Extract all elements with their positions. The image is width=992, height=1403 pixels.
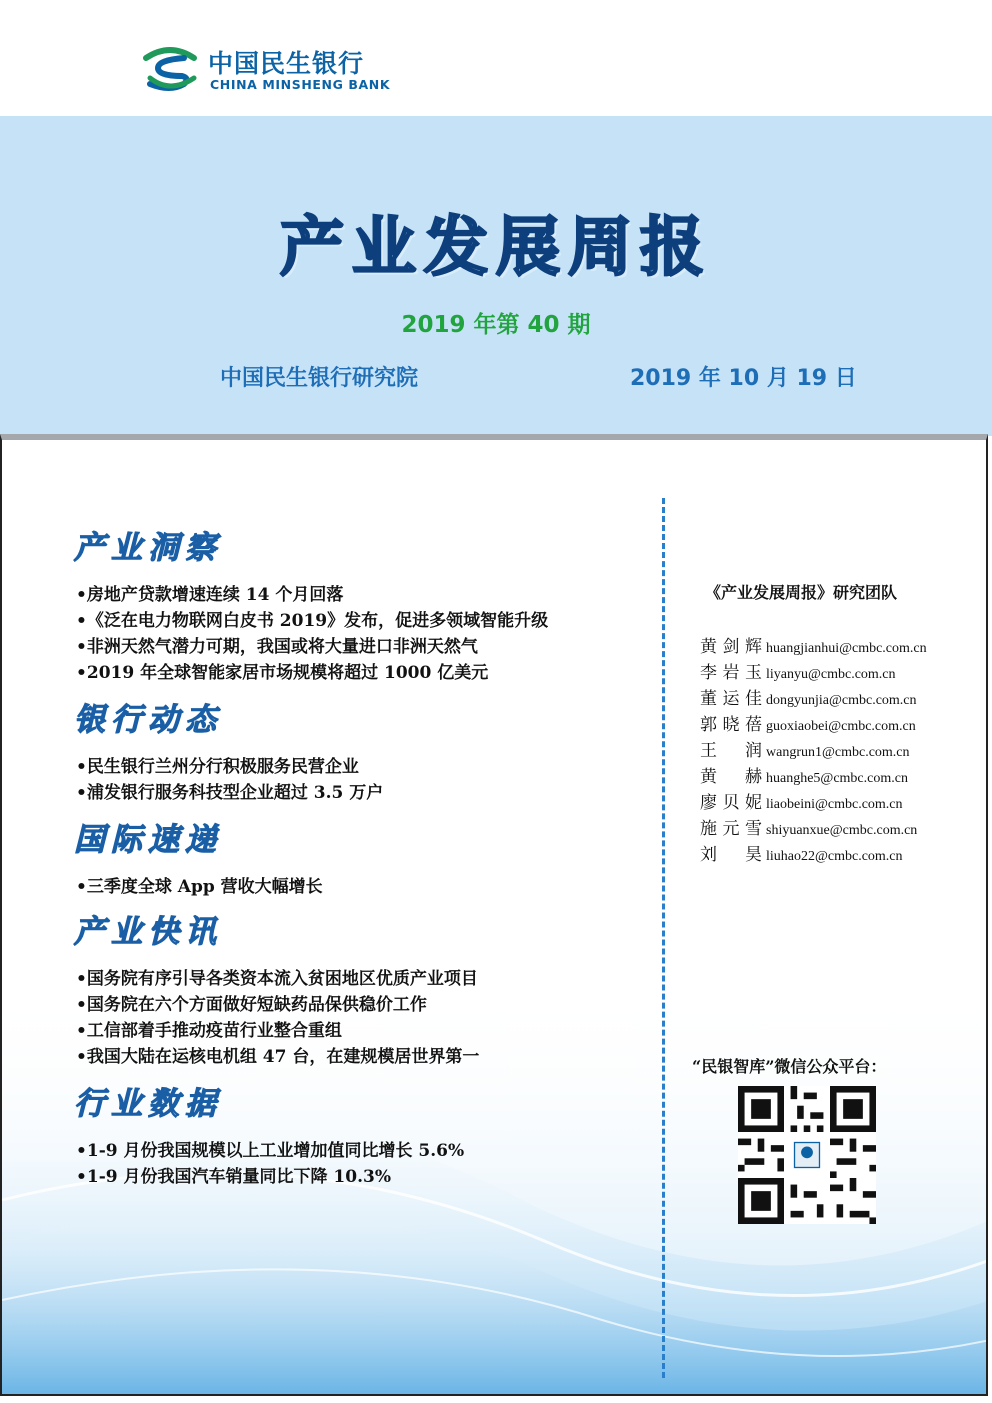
section-heading-insight: 产业洞察 <box>74 530 222 566</box>
list-item: •2019 年全球智能家居市场规模将超过 1000 亿美元 <box>76 663 489 683</box>
member-email[interactable]: guoxiaobei@cmbc.com.cn <box>766 719 916 734</box>
section-heading-flash: 产业快讯 <box>74 914 222 950</box>
list-item: •《泛在电力物联网白皮书 2019》发布，促进多领域智能升级 <box>76 611 549 631</box>
minsheng-logo-icon <box>140 44 200 92</box>
team-title: 《产业发展周报》研究团队 <box>705 583 898 602</box>
team-member <box>700 684 917 709</box>
bank-name-en: CHINA MINSHENG BANK <box>210 77 391 92</box>
issue-number: 2019 年第 40 期 <box>401 312 591 338</box>
list-item: •工信部着手推动疫苗行业整合重组 <box>76 1021 342 1041</box>
list-item: •我国大陆在运核电机组 47 台，在建规模居世界第一 <box>76 1047 480 1067</box>
member-email[interactable]: huanghe5@cmbc.com.cn <box>766 771 908 786</box>
team-member <box>700 632 927 657</box>
member-email[interactable]: dongyunjia@cmbc.com.cn <box>766 693 917 708</box>
member-name: 董运佳 <box>700 689 762 709</box>
report-title: 产业发展周报 <box>280 210 712 285</box>
team-member <box>700 788 903 813</box>
list-item: •房地产贷款增速连续 14 个月回落 <box>76 585 344 605</box>
member-name: 王润 <box>700 741 762 761</box>
member-name: 郭晓蓓 <box>700 715 762 735</box>
column-divider <box>662 498 665 1378</box>
member-email[interactable]: wangrun1@cmbc.com.cn <box>766 745 910 760</box>
member-name: 黄赫 <box>700 767 762 787</box>
institute-name: 中国民生银行研究院 <box>220 366 419 391</box>
content-frame <box>0 434 988 1396</box>
member-email[interactable]: liuhao22@cmbc.com.cn <box>766 849 903 864</box>
member-email[interactable]: huangjianhui@cmbc.com.cn <box>766 641 927 656</box>
list-item: •浦发银行服务科技型企业超过 3.5 万户 <box>76 783 384 803</box>
list-item: •三季度全球 App 营收大幅增长 <box>76 877 323 897</box>
member-name: 黄剑辉 <box>700 637 762 657</box>
member-name: 刘昊 <box>700 845 762 865</box>
list-item: •国务院在六个方面做好短缺药品保供稳价工作 <box>76 995 427 1015</box>
team-member <box>700 762 908 787</box>
section-heading-data: 行业数据 <box>74 1086 222 1122</box>
team-member <box>700 840 903 865</box>
member-name: 廖贝妮 <box>700 793 762 813</box>
section-heading-bank-news: 银行动态 <box>74 702 222 738</box>
member-email[interactable]: liaobeini@cmbc.com.cn <box>766 797 903 812</box>
list-item: •1-9 月份我国汽车销量同比下降 10.3% <box>76 1167 391 1187</box>
member-email[interactable]: shiyuanxue@cmbc.com.cn <box>766 823 918 838</box>
header-banner <box>0 116 992 436</box>
list-item: •民生银行兰州分行积极服务民营企业 <box>76 757 359 777</box>
team-member <box>700 736 910 761</box>
member-email[interactable]: liyanyu@cmbc.com.cn <box>766 667 896 682</box>
report-date: 2019 年 10 月 19 日 <box>630 366 857 391</box>
bank-logo <box>140 40 440 96</box>
bank-name-cn: 中国民生银行 <box>208 49 365 78</box>
section-heading-international: 国际速递 <box>74 822 222 858</box>
member-name: 李岩玉 <box>700 663 762 683</box>
list-item: •非洲天然气潜力可期，我国或将大量进口非洲天然气 <box>76 637 478 657</box>
team-member <box>700 710 916 735</box>
qr-code-icon[interactable] <box>738 1086 876 1224</box>
member-name: 施元雪 <box>700 819 762 839</box>
wechat-label: “民银智库”微信公众平台： <box>692 1057 887 1076</box>
list-item: •国务院有序引导各类资本流入贫困地区优质产业项目 <box>76 969 478 989</box>
list-item: •1-9 月份我国规模以上工业增加值同比增长 5.6% <box>76 1141 465 1161</box>
team-member <box>700 658 896 683</box>
team-member <box>700 814 917 839</box>
